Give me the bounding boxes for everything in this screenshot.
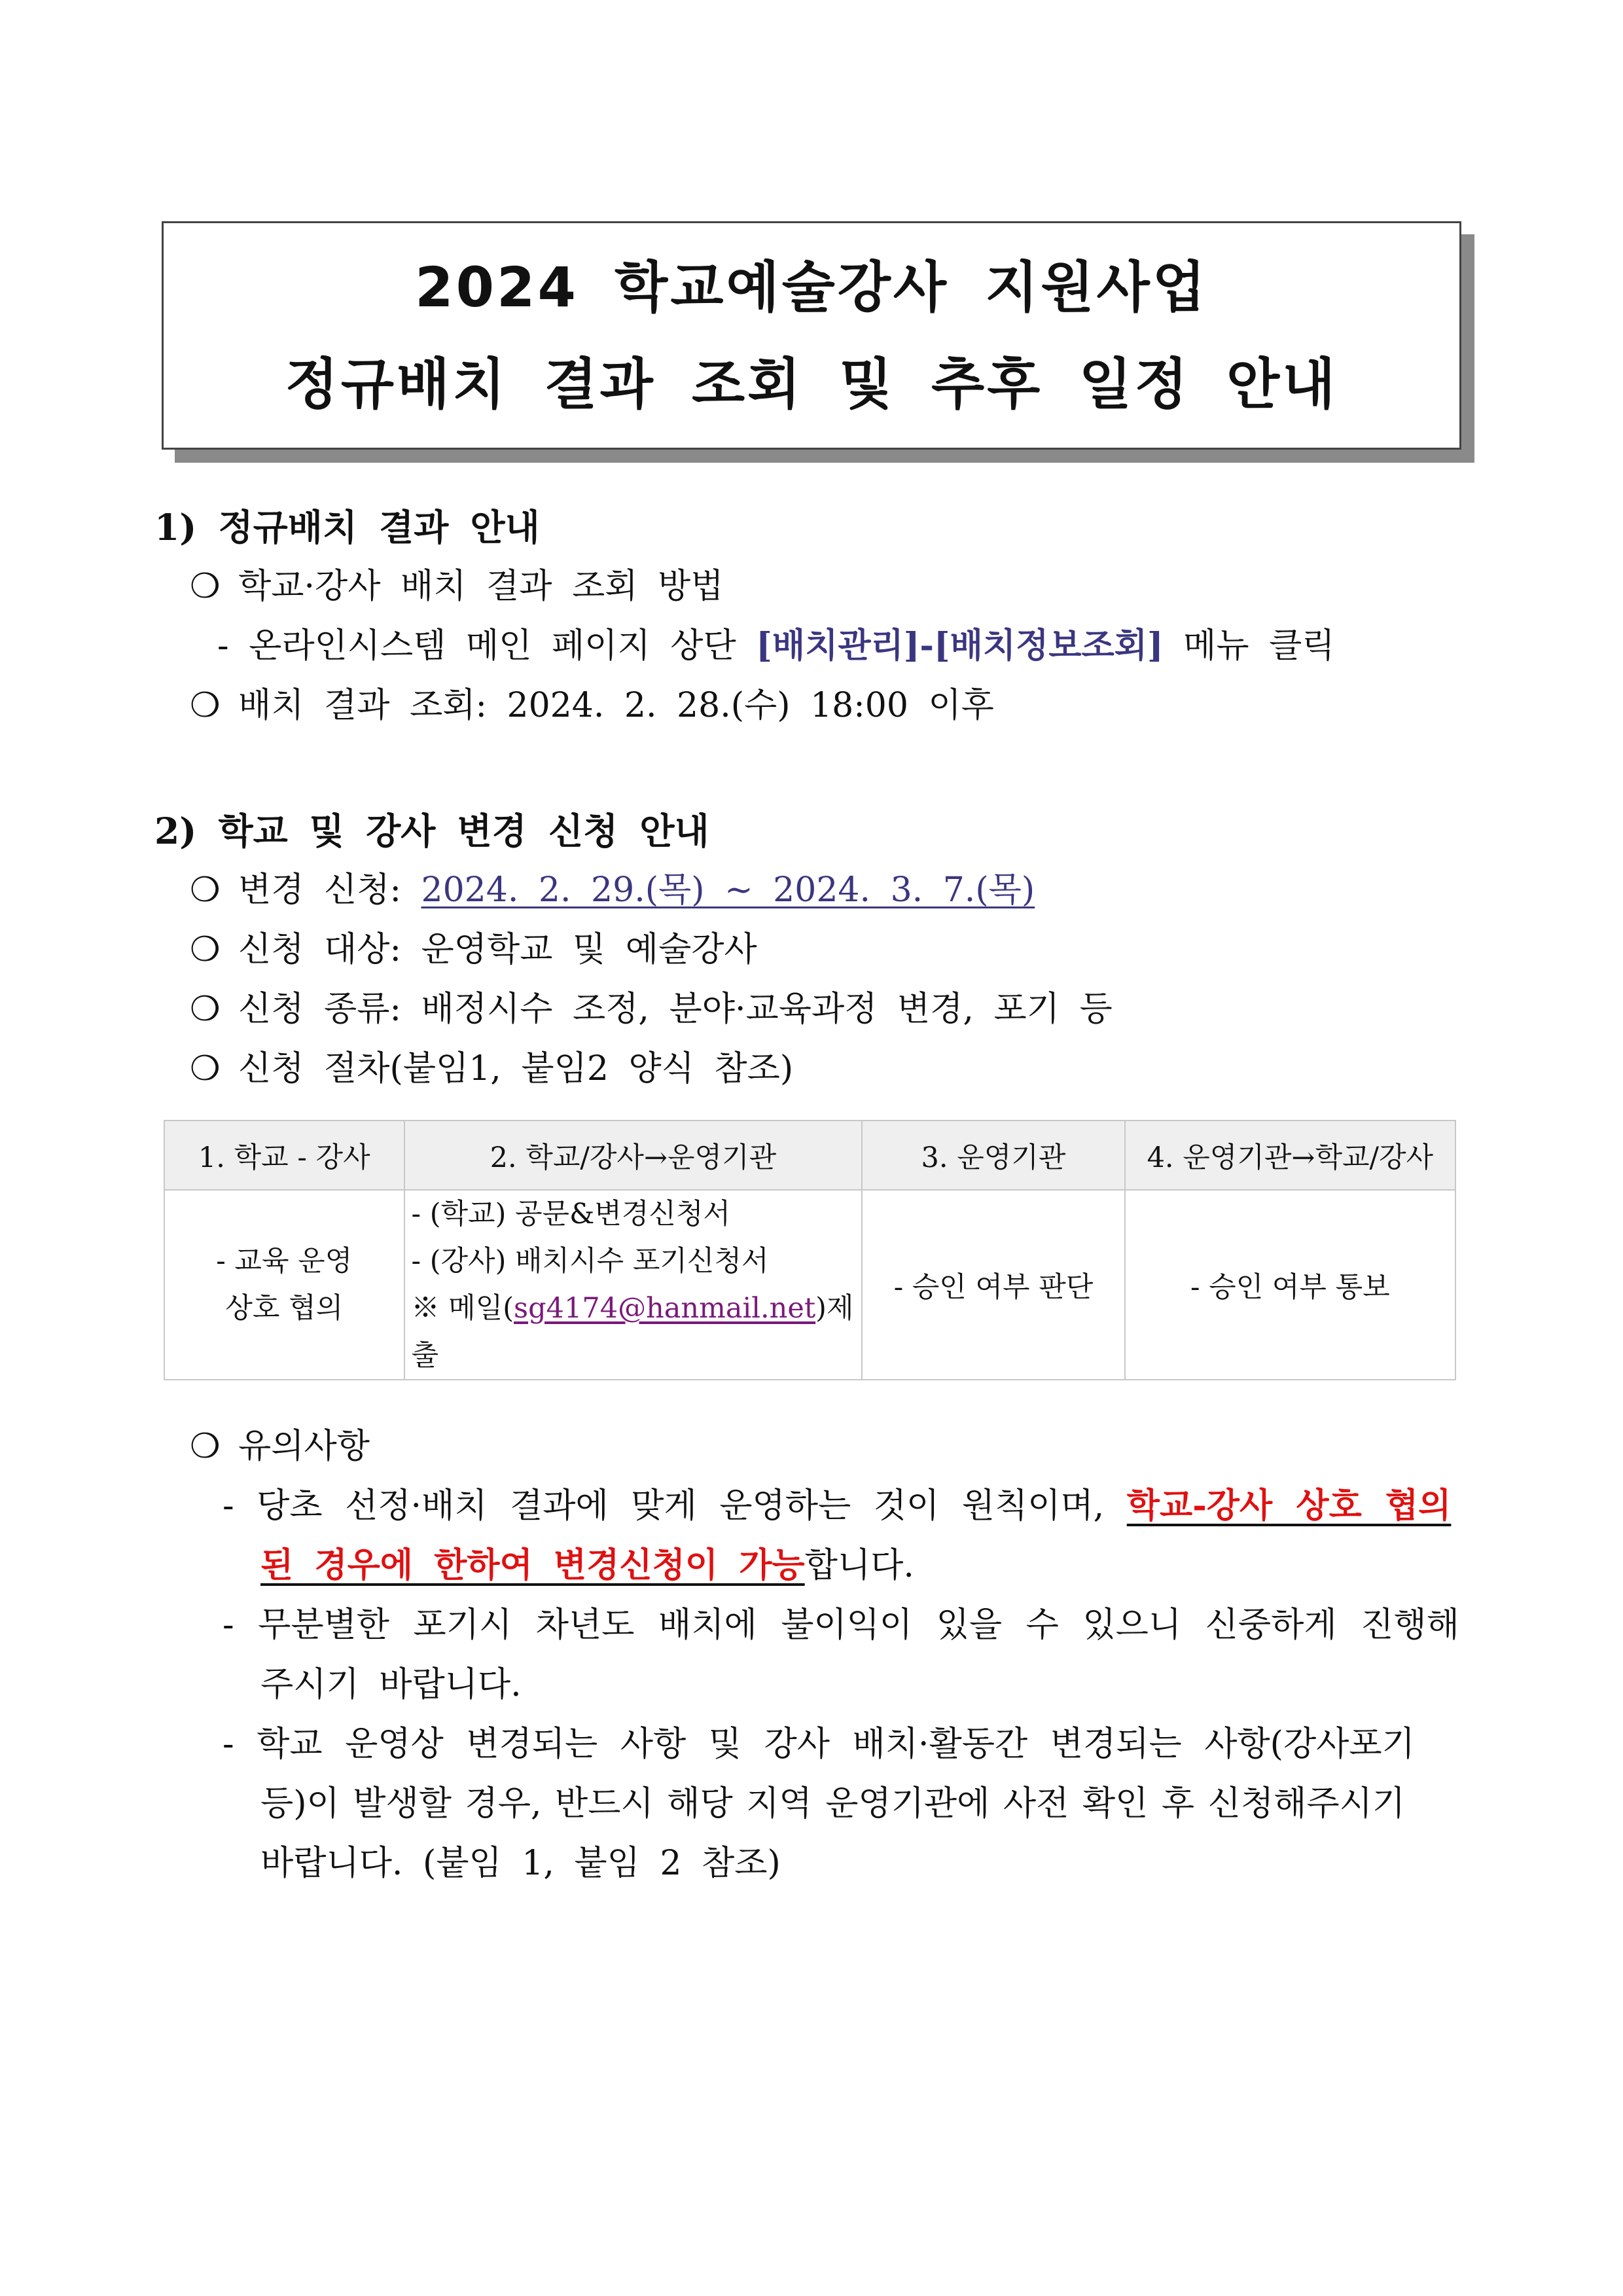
- procedure-header: 2. 학교/강사→운영기관: [404, 1121, 863, 1190]
- note1-text: - 당초 선정·배치 결과에 맞게 운영하는 것이 원칙이며,: [223, 1486, 1105, 1526]
- note3-line2: 등)이 발생할 경우, 반드시 해당 지역 운영기관에 사전 확인 후 신청해주시기: [260, 1784, 1406, 1823]
- bullet-icon: ❍: [190, 686, 221, 725]
- bullet-icon: ❍: [190, 1427, 221, 1466]
- procedure-table: [164, 1120, 1456, 1380]
- email-link[interactable]: sg4174@hanmail.net: [514, 1292, 816, 1325]
- section1-sub1: [217, 618, 1335, 667]
- step2-mail-suffix: )제출: [411, 1292, 854, 1372]
- note1-end: 합니다.: [804, 1546, 914, 1585]
- notes-heading-text: 유의사항: [238, 1427, 370, 1466]
- section2-bullet4: [190, 1041, 793, 1090]
- section1-bullet2: [190, 677, 994, 726]
- note3-line3: 바랍니다. (붙임 1, 붙임 2 참조): [260, 1844, 781, 1883]
- procedure-body-row: [164, 1190, 1455, 1380]
- bullet4-text: 신청 절차(붙임1, 붙임2 양식 참조): [238, 1049, 794, 1088]
- step2-line1: - (학교) 공문&변경신청서: [411, 1198, 731, 1230]
- note1-emphasis-cont: 된 경우에 한하여 변경신청이 가능: [260, 1545, 805, 1585]
- menu-path: [배치관리]-[배치정보조회]: [756, 626, 1164, 666]
- procedure-step1: [164, 1190, 404, 1380]
- bullet-icon: ❍: [190, 1049, 221, 1088]
- procedure-step2: [404, 1190, 863, 1380]
- procedure-step3: - 승인 여부 판단: [862, 1190, 1124, 1380]
- note2-line2: 주시기 바랍니다.: [260, 1665, 522, 1704]
- note1-emphasis: 학교-강사 상호 협의: [1126, 1486, 1452, 1526]
- procedure-header: 3. 운영기관: [862, 1121, 1124, 1190]
- bullet1-text: 학교·강사 배치 결과 조회 방법: [238, 567, 724, 606]
- section2-bullet2: [190, 922, 757, 971]
- step1-line1: - 교육 운영: [216, 1245, 353, 1278]
- procedure-header: 1. 학교 - 강사: [164, 1121, 404, 1190]
- bullet-icon: ❍: [190, 870, 221, 910]
- sub1-suffix: 메뉴 클릭: [1183, 626, 1335, 666]
- note1-line2: [260, 1537, 914, 1587]
- note3-line1: - 학교 운영상 변경되는 사항 및 강사 배치·활동간 변경되는 사항(강사포기: [223, 1725, 1415, 1764]
- step2-line2: - (강사) 배치시수 포기신청서: [411, 1245, 769, 1278]
- step2-line3: [412, 1285, 855, 1379]
- section1-heading: 1) 정규배치 결과 안내: [154, 506, 540, 548]
- procedure-header-row: [164, 1121, 1455, 1190]
- step2-mail-prefix: ※ 메일(: [411, 1292, 514, 1325]
- bullet-icon: ❍: [190, 930, 221, 969]
- change-label: 변경 신청:: [238, 870, 401, 910]
- sub1-prefix: - 온라인시스템 메인 페이지 상단: [217, 626, 736, 666]
- procedure-step4: - 승인 여부 통보: [1125, 1190, 1455, 1380]
- bullet-icon: ❍: [190, 567, 221, 606]
- section1-bullet1: [190, 558, 723, 607]
- bullet3-text: 신청 종류: 배정시수 조정, 분야·교육과정 변경, 포기 등: [238, 990, 1113, 1029]
- title-line-2: 정규배치 결과 조회 및 추후 일정 안내: [285, 351, 1338, 416]
- change-period: 2024. 2. 29.(목) ~ 2024. 3. 7.(목): [421, 870, 1035, 910]
- step1-line2: 상호 협의: [225, 1292, 344, 1325]
- section2-heading: 2) 학교 및 강사 변경 신청 안내: [154, 810, 709, 852]
- bullet2-text: 배치 결과 조회: 2024. 2. 28.(수) 18:00 이후: [238, 686, 994, 725]
- bullet-icon: ❍: [190, 990, 221, 1029]
- procedure-header: 4. 운영기관→학교/강사: [1125, 1121, 1455, 1190]
- title-box: [162, 221, 1461, 450]
- note1-line1: [223, 1478, 1476, 1527]
- note2-line1: - 무분별한 포기시 차년도 배치에 불이익이 있을 수 있으니 신중하게 진행해: [223, 1605, 1459, 1645]
- title-line-1: 2024 학교예술강사 지원사업: [415, 255, 1208, 319]
- section2-bullet1: [190, 862, 1035, 911]
- bullet2-text: 신청 대상: 운영학교 및 예술강사: [238, 930, 757, 969]
- section2-bullet3: [190, 981, 1113, 1030]
- notes-heading: [190, 1418, 370, 1467]
